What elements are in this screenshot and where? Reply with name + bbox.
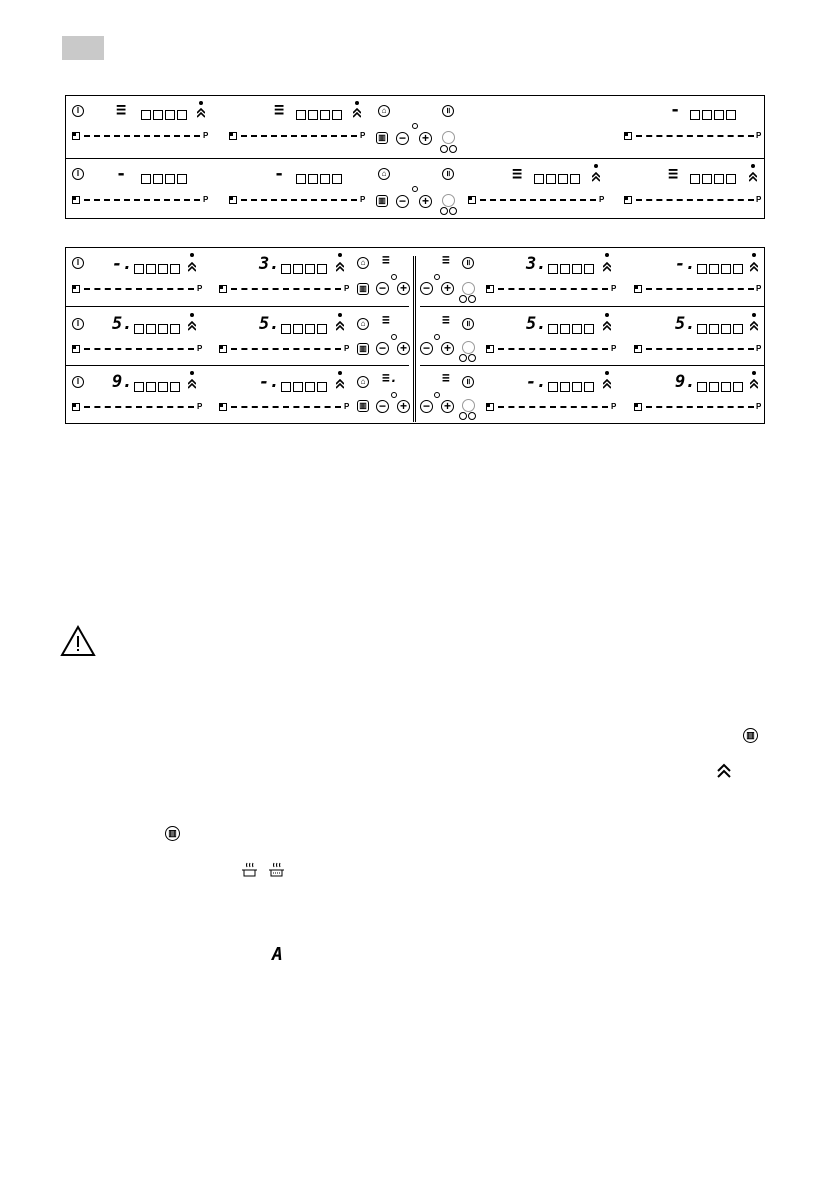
zone-display: ≡ — [668, 164, 679, 184]
divider — [420, 365, 764, 366]
indicator-dot — [338, 371, 342, 375]
zone-display: 3. — [259, 254, 280, 274]
keep-warm-icon: ▥ — [743, 728, 758, 743]
plus-button[interactable]: + — [441, 400, 454, 413]
zone-select-icon[interactable] — [486, 403, 494, 411]
pot-steam-icon — [241, 862, 258, 878]
power-label: P — [756, 195, 762, 204]
timer-icon — [391, 274, 397, 280]
zone-display: -. — [675, 254, 696, 274]
power-button[interactable]: I — [72, 318, 84, 330]
timer-boxes — [697, 264, 743, 274]
zone-select-icon[interactable] — [229, 196, 237, 204]
indicator-dot — [751, 164, 755, 168]
power-label: P — [360, 131, 366, 140]
power-label: P — [611, 344, 617, 353]
timer-display: ≡ — [442, 253, 450, 268]
power-slider[interactable] — [231, 406, 341, 408]
indicator-dot — [605, 253, 609, 257]
power-slider[interactable] — [646, 406, 754, 408]
power-slider[interactable] — [84, 348, 194, 350]
indicator-dot — [752, 371, 756, 375]
zone-select-icon[interactable] — [486, 345, 494, 353]
zone-display: 9. — [675, 372, 696, 392]
power-slider[interactable] — [241, 199, 357, 201]
boost-icon[interactable] — [750, 262, 758, 272]
warning-icon — [60, 625, 96, 657]
timer-display: ≡ — [442, 313, 450, 328]
indicator-dot — [594, 164, 598, 168]
power-label: P — [203, 131, 209, 140]
bridge-icon — [459, 354, 476, 362]
power-label: P — [197, 284, 203, 293]
indicator-dot — [752, 253, 756, 257]
bridge-icon — [440, 145, 457, 153]
keep-warm-button[interactable]: ▥ — [357, 400, 369, 412]
plus-button[interactable]: + — [397, 400, 410, 413]
zone-display: - — [116, 164, 127, 184]
timer-boxes — [690, 174, 736, 184]
keep-warm-icon: ▥ — [165, 826, 180, 841]
boost-icon[interactable] — [603, 262, 611, 272]
power-slider[interactable] — [231, 348, 341, 350]
timer-display: ≡ — [382, 313, 390, 328]
zone-display: 3. — [526, 254, 547, 274]
power-slider[interactable] — [241, 135, 357, 137]
power-label: P — [344, 402, 350, 411]
bridge-button[interactable] — [442, 194, 455, 207]
plus-button[interactable]: + — [441, 282, 454, 295]
boost-icon[interactable] — [603, 321, 611, 331]
power-slider[interactable] — [498, 288, 608, 290]
zone-display: 5. — [675, 314, 696, 334]
zone-select-icon[interactable] — [72, 345, 80, 353]
timer-boxes — [690, 110, 736, 120]
boost-icon[interactable] — [188, 321, 196, 331]
timer-icon — [412, 186, 418, 192]
divider — [66, 365, 409, 366]
plus-button[interactable]: + — [419, 195, 432, 208]
power-label: P — [360, 195, 366, 204]
boost-icon[interactable] — [188, 379, 196, 389]
page-marker — [62, 36, 104, 60]
timer-boxes — [141, 174, 187, 184]
timer-display: ≡ — [382, 253, 390, 268]
minus-button[interactable]: − — [376, 282, 389, 295]
timer-boxes — [697, 324, 743, 334]
power-button[interactable]: I — [72, 168, 84, 180]
bridge-button[interactable] — [462, 399, 475, 412]
zone-display: -. — [112, 254, 133, 274]
power-slider[interactable] — [636, 199, 754, 201]
indicator-dot — [752, 313, 756, 317]
indicator-dot — [605, 313, 609, 317]
pause-button[interactable]: ॥ — [462, 318, 474, 330]
timer-boxes — [548, 382, 594, 392]
zone-display: 5. — [526, 314, 547, 334]
power-slider[interactable] — [646, 288, 754, 290]
power-label: P — [756, 131, 762, 140]
timer-boxes — [134, 382, 180, 392]
plus-button[interactable]: + — [441, 342, 454, 355]
zone-display: -. — [526, 372, 547, 392]
zone-display: ≡ — [512, 164, 523, 184]
pot-simmer-icon — [268, 862, 285, 878]
power-slider[interactable] — [84, 135, 200, 137]
boost-icon[interactable] — [353, 108, 361, 118]
plus-button[interactable]: + — [397, 342, 410, 355]
zone-display: 5. — [112, 314, 133, 334]
timer-icon — [434, 274, 440, 280]
zone-display: ≡ — [274, 100, 285, 120]
boost-icon[interactable] — [603, 379, 611, 389]
control-panel-bottom — [65, 247, 765, 424]
zone-select-icon[interactable] — [624, 196, 632, 204]
boost-icon[interactable] — [749, 172, 757, 182]
power-slider[interactable] — [84, 406, 194, 408]
timer-boxes — [548, 264, 594, 274]
indicator-dot — [605, 371, 609, 375]
power-slider[interactable] — [498, 348, 608, 350]
boost-icon[interactable] — [336, 321, 344, 331]
minus-button[interactable]: − — [376, 400, 389, 413]
bridge-button[interactable] — [442, 131, 455, 144]
timer-icon — [434, 334, 440, 340]
boost-icon — [717, 763, 731, 779]
zone-select-icon[interactable] — [72, 196, 80, 204]
auto-symbol: A — [272, 944, 283, 965]
indicator-dot — [190, 313, 194, 317]
timer-boxes — [134, 264, 180, 274]
boost-icon[interactable] — [197, 108, 205, 118]
boost-icon[interactable] — [592, 172, 600, 182]
minus-button[interactable]: − — [420, 400, 433, 413]
divider — [420, 306, 764, 307]
bridge-button[interactable] — [462, 282, 475, 295]
zone-display: 9. — [112, 372, 133, 392]
zone-select-icon[interactable] — [468, 196, 476, 204]
power-label: P — [197, 344, 203, 353]
power-button[interactable]: I — [72, 376, 84, 388]
indicator-dot — [190, 371, 194, 375]
power-label: P — [599, 195, 605, 204]
power-label: P — [756, 344, 762, 353]
power-label: P — [756, 402, 762, 411]
power-button[interactable]: I — [72, 257, 84, 269]
timer-boxes — [296, 110, 342, 120]
zone-select-icon[interactable] — [634, 345, 642, 353]
lock-button[interactable]: ⌂ — [357, 257, 369, 269]
keep-warm-button[interactable]: ▥ — [357, 343, 369, 355]
power-label: P — [756, 284, 762, 293]
bridge-icon — [440, 207, 457, 215]
zone-select-icon[interactable] — [624, 132, 632, 140]
power-label: P — [344, 284, 350, 293]
timer-icon — [391, 392, 397, 398]
pause-button[interactable]: ॥ — [442, 105, 454, 117]
minus-button[interactable]: − — [376, 342, 389, 355]
zone-display: 5. — [259, 314, 280, 334]
zone-select-icon[interactable] — [229, 132, 237, 140]
keep-warm-button[interactable]: ▥ — [357, 283, 369, 295]
zone-select-icon[interactable] — [219, 285, 227, 293]
pause-button[interactable]: ॥ — [462, 257, 474, 269]
power-slider[interactable] — [636, 135, 754, 137]
zone-select-icon[interactable] — [634, 285, 642, 293]
plus-button[interactable]: + — [397, 282, 410, 295]
timer-boxes — [134, 324, 180, 334]
timer-display: ≡. — [382, 371, 398, 386]
timer-display: ≡ — [442, 371, 450, 386]
zone-display: ≡ — [116, 100, 127, 120]
timer-icon — [391, 334, 397, 340]
timer-icon — [434, 392, 440, 398]
bridge-button[interactable] — [462, 341, 475, 354]
power-slider[interactable] — [84, 199, 200, 201]
keep-warm-button[interactable]: ▥ — [376, 132, 388, 144]
zone-select-icon[interactable] — [219, 403, 227, 411]
indicator-dot — [190, 253, 194, 257]
minus-button[interactable]: − — [396, 132, 409, 145]
timer-boxes — [548, 324, 594, 334]
zone-select-icon[interactable] — [634, 403, 642, 411]
zone-select-icon[interactable] — [486, 285, 494, 293]
power-label: P — [344, 344, 350, 353]
timer-boxes — [296, 174, 342, 184]
zone-display: -. — [259, 372, 280, 392]
power-slider[interactable] — [84, 288, 194, 290]
zone-select-icon[interactable] — [72, 132, 80, 140]
divider — [66, 306, 409, 307]
power-label: P — [611, 402, 617, 411]
power-button[interactable]: I — [72, 105, 84, 117]
boost-icon[interactable] — [336, 379, 344, 389]
minus-button[interactable]: − — [420, 282, 433, 295]
keep-warm-button[interactable]: ▥ — [376, 195, 388, 207]
timer-boxes — [534, 174, 580, 184]
power-slider[interactable] — [231, 288, 341, 290]
power-label: P — [203, 195, 209, 204]
indicator-dot — [338, 313, 342, 317]
timer-boxes — [281, 382, 327, 392]
boost-icon[interactable] — [750, 321, 758, 331]
minus-button[interactable]: − — [396, 195, 409, 208]
indicator-dot — [355, 101, 359, 105]
boost-icon[interactable] — [188, 262, 196, 272]
indicator-dot — [338, 253, 342, 257]
power-slider[interactable] — [498, 406, 608, 408]
lock-button[interactable]: ⌂ — [357, 318, 369, 330]
timer-boxes — [697, 382, 743, 392]
timer-icon — [412, 123, 418, 129]
boost-icon[interactable] — [750, 379, 758, 389]
center-divider — [413, 256, 416, 422]
bridge-icon — [459, 295, 476, 303]
zone-display: - — [670, 100, 681, 120]
lock-button[interactable]: ⌂ — [357, 376, 369, 388]
zone-select-icon[interactable] — [219, 345, 227, 353]
pause-button[interactable]: ॥ — [442, 168, 454, 180]
zone-select-icon[interactable] — [72, 403, 80, 411]
power-slider[interactable] — [480, 199, 596, 201]
divider — [66, 158, 764, 159]
timer-boxes — [281, 264, 327, 274]
power-slider[interactable] — [646, 348, 754, 350]
lock-button[interactable]: ⌂ — [378, 105, 390, 117]
timer-boxes — [141, 110, 187, 120]
plus-button[interactable]: + — [419, 132, 432, 145]
minus-button[interactable]: − — [420, 342, 433, 355]
control-panel-top — [65, 95, 765, 219]
bridge-icon — [459, 412, 476, 420]
zone-display: - — [274, 164, 285, 184]
indicator-dot — [199, 101, 203, 105]
boost-icon[interactable] — [336, 262, 344, 272]
zone-select-icon[interactable] — [72, 285, 80, 293]
timer-boxes — [281, 324, 327, 334]
pause-button[interactable]: ॥ — [462, 376, 474, 388]
lock-button[interactable]: ⌂ — [378, 168, 390, 180]
power-label: P — [611, 284, 617, 293]
power-label: P — [197, 402, 203, 411]
